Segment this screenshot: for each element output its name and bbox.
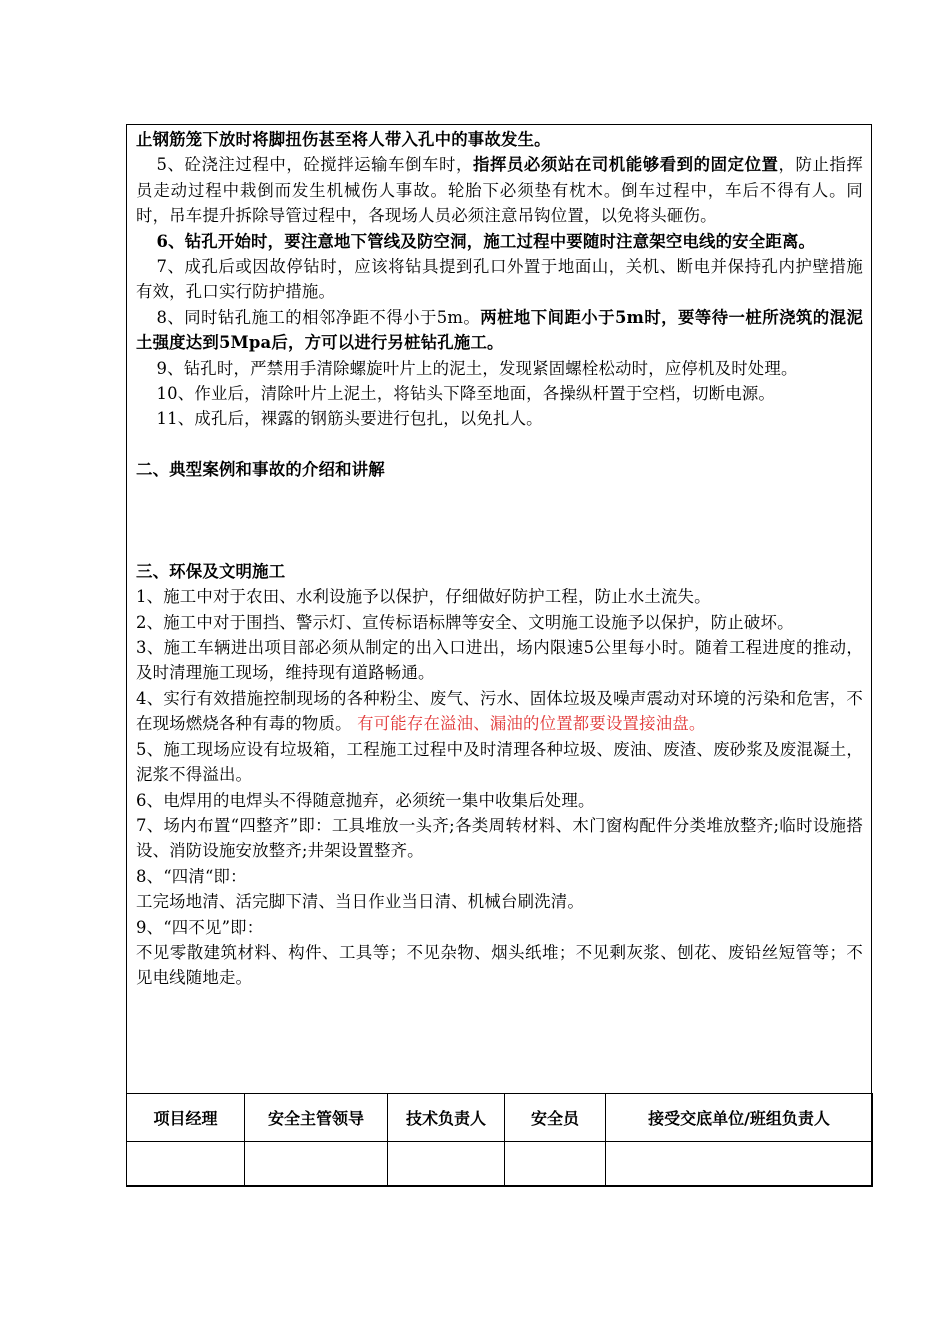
spacer [136,432,863,457]
env-item-6: 6、电焊用的电焊头不得随意抛弃，必须统一集中收集后处理。 [136,790,595,810]
env-item-9-title: 9、“四不见”即： [136,917,264,937]
item-8: 8、同时钻孔施工的相邻净距不得小于5m。两桩地下间距小于5m时，要等待一桩所浇筑的混泥土强度达到5Mpa后，方可以进行另桩钻孔施工。 [136,307,863,353]
env-item-2: 2、施工中对于围挡、警示灯、宣传标语标牌等安全、文明施工设施予以保护，防止破坏。 [136,612,794,632]
env-item-1: 1、施工中对于农田、水利设施予以保护，仔细做好防护工程，防止水土流失。 [136,587,711,607]
spacer [136,483,863,534]
paragraph-continuation: 止钢筋笼下放时将脚扭伤甚至将人带入孔中的事故发生。 [136,130,551,149]
item-9: 9、钻孔时，严禁用手清除螺旋叶片上的泥土，发现紧固螺栓松动时，应停机及时处理。 [156,358,798,378]
signature-table [126,1093,873,1187]
env-item-8-title: 8、“四清“即： [136,866,247,886]
section-2-heading: 二、典型案例和事故的介绍和讲解 [136,460,385,480]
item-7: 7、成孔后或因故停钻时，应该将钻具提到孔口外置于地面山，关机、断电并保持孔内护壁措施有效，孔口实行防护措施。 [136,257,863,302]
header-safety-supervisor: 安全主管领导 [245,1094,388,1142]
highlight-text: 有可能存在溢油、漏油的位置都要设置接油盘。 [357,714,706,734]
spacer [136,533,863,558]
header-safety-officer: 安全员 [505,1094,606,1142]
document-body [127,125,871,1093]
item-5: 5、砼浇注过程中，砼搅拌运输车倒车时，指挥员必须站在司机能够看到的固定位置，防止指挥员走动过程中栽倒而发生机械伤人事故。轮胎下必须垫有枕木。倒车过程中，车后不得有人。同时，吊车提升拆除导管过程中，各现场人员必须注意吊钩位置，以免将头砸伤。 [136,155,863,226]
env-item-8-body: 工完场地清、活完脚下清、当日作业当日清、机械台刷洗清。 [136,892,584,912]
signature-cell-safety-supervisor[interactable] [245,1142,388,1187]
env-item-3: 3、施工车辆进出项目部必须从制定的出入口进出，场内限速5公里每小时。随着工程进度的推动，及时清理施工现场，维持现有道路畅通。 [136,638,863,683]
env-item-5: 5、施工现场应设有垃圾箱，工程施工过程中及时清理各种垃圾、废油、废渣、废砂浆及废混凝土，泥浆不得溢出。 [136,739,863,785]
signature-cell-technical-lead[interactable] [388,1142,505,1187]
signature-row [127,1142,873,1187]
signature-cell-project-manager[interactable] [127,1142,245,1187]
item-10: 10、作业后，清除叶片上泥土，将钻头下降至地面，各操纵杆置于空档，切断电源。 [156,384,776,404]
signature-cell-receiving-unit[interactable] [606,1142,873,1187]
env-item-4: 4、实行有效措施控制现场的各种粉尘、废气、污水、固体垃圾及噪声震动对环境的污染和危害，不在现场燃烧各种有毒的物质。 有可能存在溢油、漏油的位置都要设置接油盘。 [136,688,863,734]
section-3-heading: 三、环保及文明施工 [136,561,286,581]
env-item-7: 7、场内布置“四整齐”即：工具堆放一头齐;各类周转材料、木门窗构配件分类堆放整齐;临时设施搭设、消防设施安放整齐;井架设置整齐。 [136,815,863,861]
header-project-manager: 项目经理 [127,1094,245,1142]
signature-cell-safety-officer[interactable] [505,1142,606,1187]
item-6: 6、钻孔开始时，要注意地下管线及防空洞，施工过程中要随时注意架空电线的安全距离。 [156,231,816,251]
header-receiving-unit: 接受交底单位/班组负责人 [606,1094,873,1142]
signature-header-row [127,1094,873,1142]
header-technical-lead: 技术负责人 [388,1094,505,1142]
item-11: 11、成孔后，裸露的钢筋头要进行包扎，以免扎人。 [156,409,543,429]
document-frame [126,124,872,1186]
env-item-9-body: 不见零散建筑材料、构件、工具等；不见杂物、烟头纸堆；不见剩灰浆、刨花、废铅丝短管等；不见电线随地走。 [136,942,863,988]
